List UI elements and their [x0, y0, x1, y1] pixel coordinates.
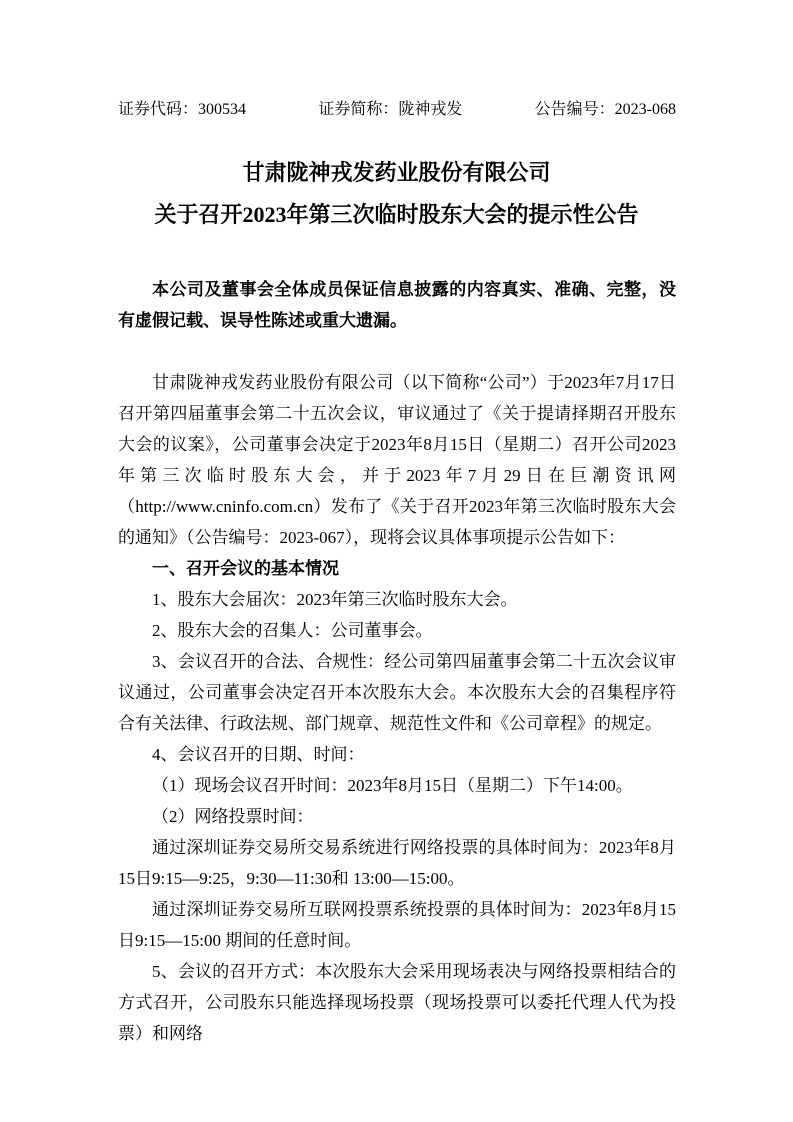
disclaimer-paragraph: 本公司及董事会全体成员保证信息披露的内容真实、准确、完整，没有虚假记载、误导性陈述或重大遗漏。 [118, 280, 676, 330]
item-2-convener: 2、股东大会的召集人：公司董事会。 [152, 621, 433, 640]
section-1-heading: 一、召开会议的基本情况 [152, 559, 339, 578]
item-4-2a-trading-system-voting-time: 通过深圳证券交易所交易系统进行网络投票的具体时间为：2023年8月15日9:15—9:25，9:30—11:30和 13:00—15:00。 [118, 838, 676, 888]
document-body [118, 274, 676, 1049]
item-1-meeting-session: 1、股东大会届次：2023年第三次临时股东大会。 [152, 590, 518, 609]
stock-abbreviation: 证券简称：陇神戎发 [318, 101, 463, 118]
stock-code: 证券代码：300534 [118, 101, 247, 118]
item-3-legality: 3、会议召开的合法、合规性：经公司第四届董事会第二十五次会议审议通过，公司董事会决定召开本次股东大会。本次股东大会的召集程序符合有关法律、行政法规、部门规章、规范性文件和《公司章程》的规定。 [118, 652, 676, 733]
item-4-2b-internet-voting-time: 通过深圳证券交易所互联网投票系统投票的具体时间为：2023年8月15日9:15—15:00 期间的任意时间。 [118, 900, 676, 950]
item-4-1-onsite-meeting-time: （1）现场会议召开时间：2023年8月15日（星期二）下午14:00。 [152, 776, 633, 795]
item-4-2-online-voting-time: （2）网络投票时间： [152, 807, 314, 826]
intro-paragraph: 甘肃陇神戎发药业股份有限公司（以下简称“公司”）于2023年7月17日召开第四届董事会第二十五次会议，审议通过了《关于提请择期召开股东大会的议案》，公司董事会决定于2023年8月15日（星期二）召开公司2023年第三次临时股东大会，并于2023年7月29日在巨潮资讯网（http://www.cninfo.com.cn）发布了《关于召开2023年第三次临时股东大会的通知》（公告编号：2023-067），现将会议具体事项提示公告如下： [118, 373, 676, 547]
document-header [118, 98, 676, 122]
announcement-number: 公告编号：2023-068 [534, 101, 676, 118]
announcement-subtitle: 关于召开2023年第三次临时股东大会的提示性公告 [154, 202, 639, 227]
company-name-title: 甘肃陇神戎发药业股份有限公司 [242, 160, 551, 185]
item-4-date-time: 4、会议召开的日期、时间： [152, 745, 365, 764]
item-5-meeting-method: 5、会议的召开方式：本次股东大会采用现场表决与网络投票相结合的方式召开，公司股东只能选择现场投票（现场投票可以委托代理人代为投票）和网络 [118, 962, 676, 1043]
